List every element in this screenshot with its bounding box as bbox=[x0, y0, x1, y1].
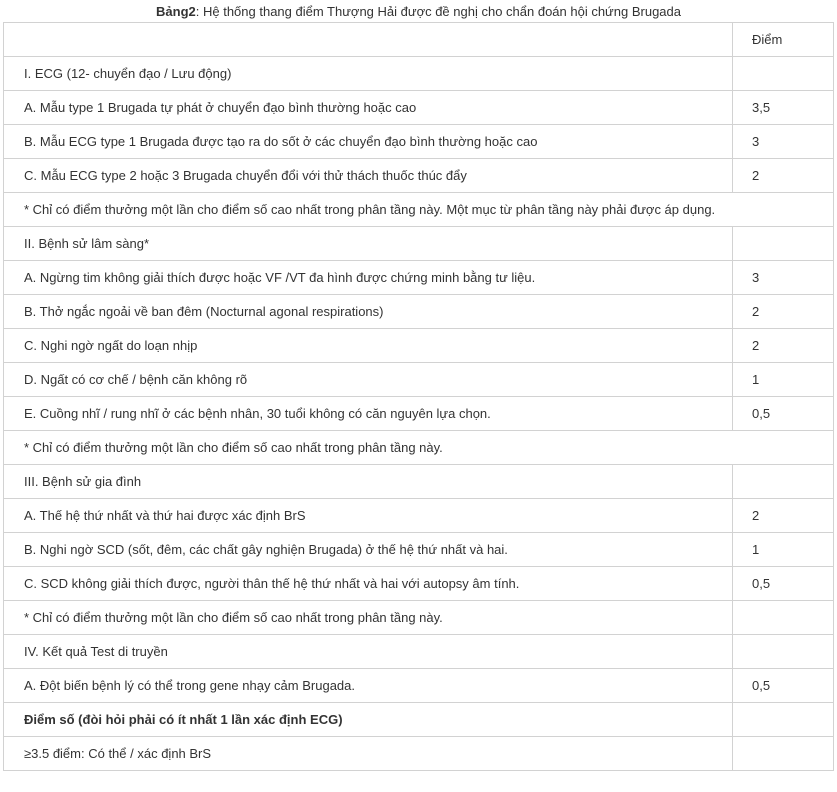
points-cell: 3,5 bbox=[733, 91, 834, 125]
points-cell bbox=[733, 737, 834, 771]
note-row bbox=[4, 193, 834, 227]
points-cell: 3 bbox=[733, 125, 834, 159]
criterion-cell: E. Cuồng nhĩ / rung nhĩ ở các bệnh nhân, 30 tuổi không có căn nguyên lựa chọn. bbox=[4, 397, 733, 431]
criterion-cell: B. Thở ngắc ngoải về ban đêm (Nocturnal agonal respirations) bbox=[4, 295, 733, 329]
caption-text: : Hệ thống thang điểm Thượng Hải được đề nghị cho chẩn đoán hội chứng Brugada bbox=[195, 4, 681, 19]
criterion-row bbox=[4, 499, 834, 533]
table-caption bbox=[0, 0, 837, 23]
note-row bbox=[4, 431, 834, 465]
points-cell: 1 bbox=[733, 363, 834, 397]
criterion-cell: I. ECG (12- chuyển đạo / Lưu động) bbox=[4, 57, 733, 91]
points-cell: 0,5 bbox=[733, 397, 834, 431]
criterion-cell: Điểm số (đòi hỏi phải có ít nhất 1 lần xác định ECG) bbox=[4, 703, 733, 737]
criterion-cell: B. Nghi ngờ SCD (sốt, đêm, các chất gây nghiện Brugada) ở thế hệ thứ nhất và hai. bbox=[4, 533, 733, 567]
points-cell: 0,5 bbox=[733, 567, 834, 601]
header-points-cell: Điểm bbox=[733, 23, 834, 57]
points-cell: 2 bbox=[733, 295, 834, 329]
criterion-cell: II. Bệnh sử lâm sàng* bbox=[4, 227, 733, 261]
points-cell bbox=[733, 601, 834, 635]
criterion-cell: A. Mẫu type 1 Brugada tự phát ở chuyển đạo bình thường hoặc cao bbox=[4, 91, 733, 125]
criterion-row bbox=[4, 125, 834, 159]
criterion-row bbox=[4, 533, 834, 567]
section-row bbox=[4, 465, 834, 499]
section-row bbox=[4, 227, 834, 261]
criterion-cell: B. Mẫu ECG type 1 Brugada được tạo ra do sốt ở các chuyển đạo bình thường hoặc cao bbox=[4, 125, 733, 159]
points-cell bbox=[733, 465, 834, 499]
criterion-cell: * Chỉ có điểm thưởng một lần cho điểm số cao nhất trong phân tầng này. bbox=[4, 601, 733, 635]
criterion-cell: A. Ngừng tim không giải thích được hoặc VF /VT đa hình được chứng minh bằng tư liệu. bbox=[4, 261, 733, 295]
criterion-row bbox=[4, 91, 834, 125]
criterion-cell: D. Ngất có cơ chế / bệnh căn không rõ bbox=[4, 363, 733, 397]
note-cell: * Chỉ có điểm thưởng một lần cho điểm số cao nhất trong phân tầng này. Một mục từ phân tầng này phải được áp dụng. bbox=[4, 193, 834, 227]
criterion-row bbox=[4, 601, 834, 635]
criterion-row bbox=[4, 363, 834, 397]
criterion-row bbox=[4, 567, 834, 601]
scoring-table bbox=[3, 22, 834, 771]
note-cell: * Chỉ có điểm thưởng một lần cho điểm số cao nhất trong phân tầng này. bbox=[4, 431, 834, 465]
caption-label: Bảng2 bbox=[156, 4, 196, 19]
section-row bbox=[4, 57, 834, 91]
criterion-cell: A. Thế hệ thứ nhất và thứ hai được xác định BrS bbox=[4, 499, 733, 533]
criterion-row bbox=[4, 737, 834, 771]
points-cell bbox=[733, 227, 834, 261]
criterion-cell: C. SCD không giải thích được, người thân thế hệ thứ nhất và hai với autopsy âm tính. bbox=[4, 567, 733, 601]
section-row bbox=[4, 635, 834, 669]
points-cell: 2 bbox=[733, 329, 834, 363]
points-cell bbox=[733, 635, 834, 669]
criterion-row bbox=[4, 295, 834, 329]
points-cell: 0,5 bbox=[733, 669, 834, 703]
criterion-row bbox=[4, 159, 834, 193]
points-cell: 3 bbox=[733, 261, 834, 295]
total-row bbox=[4, 703, 834, 737]
header-criteria-cell bbox=[4, 23, 733, 57]
criterion-cell: IV. Kết quả Test di truyền bbox=[4, 635, 733, 669]
header-row bbox=[4, 23, 834, 57]
points-cell bbox=[733, 57, 834, 91]
criterion-row bbox=[4, 261, 834, 295]
points-cell: 2 bbox=[733, 159, 834, 193]
criterion-cell: C. Nghi ngờ ngất do loạn nhịp bbox=[4, 329, 733, 363]
points-cell bbox=[733, 703, 834, 737]
criterion-cell: A. Đột biến bệnh lý có thể trong gene nhạy cảm Brugada. bbox=[4, 669, 733, 703]
scoring-table-body bbox=[4, 23, 834, 771]
criterion-cell: III. Bệnh sử gia đình bbox=[4, 465, 733, 499]
criterion-row bbox=[4, 397, 834, 431]
criterion-row bbox=[4, 329, 834, 363]
points-cell: 1 bbox=[733, 533, 834, 567]
criterion-row bbox=[4, 669, 834, 703]
points-cell: 2 bbox=[733, 499, 834, 533]
criterion-cell: ≥3.5 điểm: Có thể / xác định BrS bbox=[4, 737, 733, 771]
criterion-cell: C. Mẫu ECG type 2 hoặc 3 Brugada chuyển đổi với thử thách thuốc thúc đẩy bbox=[4, 159, 733, 193]
